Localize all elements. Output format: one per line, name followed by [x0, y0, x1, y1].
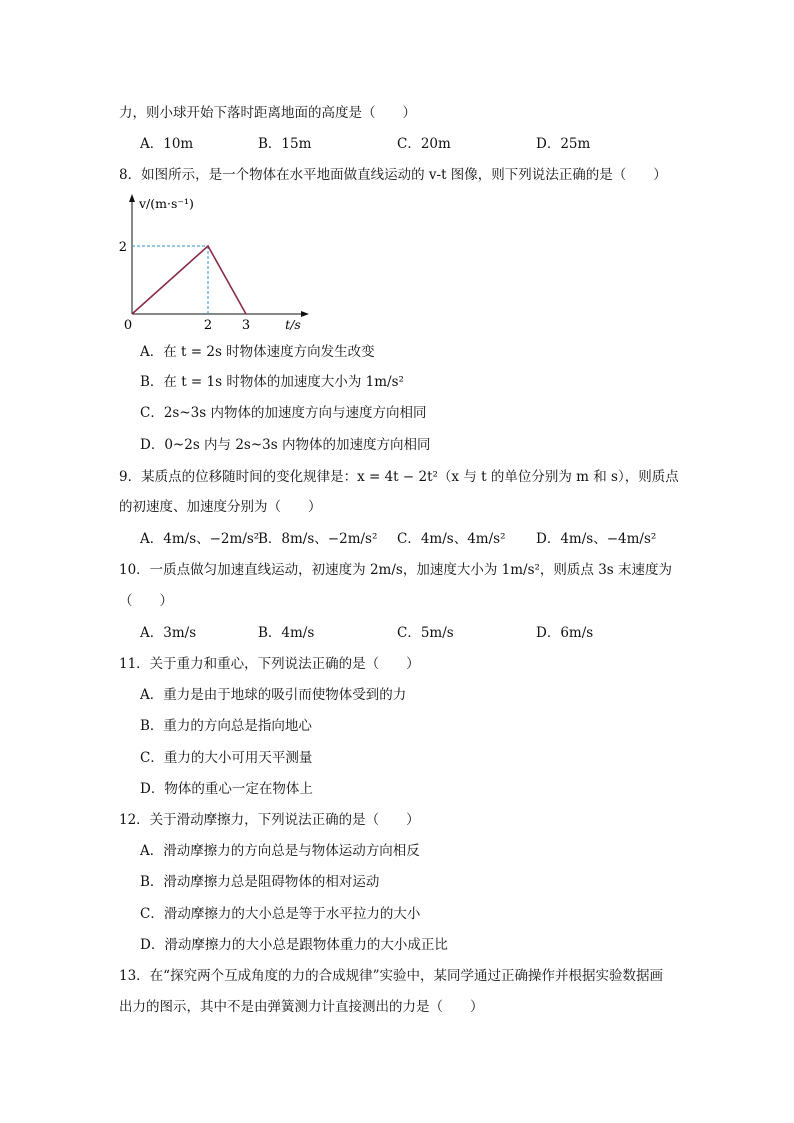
q11-stem: 11．关于重力和重心，下列说法正确的是（ ） — [119, 656, 420, 672]
q12-option-c[interactable]: C．滑动摩擦力的大小总是等于水平拉力的大小 — [140, 906, 421, 922]
x-tick-label: 3 — [241, 318, 251, 333]
q13-stem-line2: 出力的图示，其中不是由弹簧测力计直接测出的力是（ ） — [119, 999, 484, 1015]
series-line — [132, 246, 246, 314]
q7-option-c[interactable]: C．20m — [397, 136, 451, 152]
q7-options — [0, 135, 794, 153]
y-axis-label: v/(m·s⁻¹) — [139, 196, 194, 211]
q10-stem-line1: 10．一质点做匀加速直线运动，初速度为 2m/s，加速度大小为 1m/s²，则质点 3s 末速度为 — [119, 562, 673, 578]
q9-option-d[interactable]: D．4m/s、−4m/s² — [536, 531, 657, 547]
q7-option-d[interactable]: D．25m — [536, 136, 591, 152]
q9-option-c[interactable]: C．4m/s、4m/s² — [397, 531, 506, 547]
q8-option-a[interactable]: A．在 t = 2s 时物体速度方向发生改变 — [140, 344, 375, 360]
q11-option-b[interactable]: B．重力的方向总是指向地心 — [140, 718, 312, 734]
q11-option-a[interactable]: A．重力是由于地球的吸引而使物体受到的力 — [140, 687, 407, 703]
q10-option-d[interactable]: D．6m/s — [536, 625, 594, 641]
y-tick-label: 2 — [118, 240, 127, 255]
q8-option-d[interactable]: D．0~2s 内与 2s~3s 内物体的加速度方向相同 — [140, 437, 431, 453]
q10-option-b[interactable]: B．4m/s — [258, 625, 315, 641]
q9-option-b[interactable]: B．8m/s、−2m/s² — [258, 531, 378, 547]
q13-stem-line1: 13．在“探究两个互成角度的力的合成规律”实验中，某同学通过正确操作并根据实验数据画 — [119, 968, 663, 984]
q11-option-c[interactable]: C．重力的大小可用天平测量 — [140, 750, 313, 766]
q10-stem-line2: （ ） — [119, 593, 173, 609]
q10-option-c[interactable]: C．5m/s — [397, 625, 454, 641]
q11-option-d[interactable]: D．物体的重心一定在物体上 — [140, 781, 313, 797]
q12-option-d[interactable]: D．滑动摩擦力的大小总是跟物体重力的大小成正比 — [140, 937, 448, 953]
y-axis-arrow — [129, 194, 135, 202]
q8-option-b[interactable]: B．在 t = 1s 时物体的加速度大小为 1m/s² — [140, 374, 404, 390]
origin-label: 0 — [123, 318, 133, 333]
q12-option-a[interactable]: A．滑动摩擦力的方向总是与物体运动方向相反 — [140, 843, 420, 859]
q9-option-a[interactable]: A．4m/s、−2m/s² — [140, 531, 260, 547]
q9-options — [0, 530, 794, 548]
q12-option-b[interactable]: B．滑动摩擦力总是阻碍物体的相对运动 — [140, 874, 380, 890]
vt-graph — [115, 190, 315, 338]
q7-option-a[interactable]: A．10m — [140, 136, 194, 152]
x-axis-arrow — [301, 311, 309, 317]
q7-option-b[interactable]: B．15m — [258, 136, 312, 152]
q12-stem: 12．关于滑动摩擦力，下列说法正确的是（ ） — [119, 812, 420, 828]
q10-options — [0, 624, 794, 642]
x-tick-label: 2 — [203, 318, 213, 333]
q10-option-a[interactable]: A．3m/s — [140, 625, 197, 641]
q7-stem-continuation: 力，则小球开始下落时距离地面的高度是（ ） — [119, 105, 416, 121]
x-axis-label: t/s — [285, 317, 301, 332]
q9-stem-line2: 的初速度、加速度分别为（ ） — [119, 499, 322, 515]
q9-stem-line1: 9．某质点的位移随时间的变化规律是：x = 4t − 2t²（x 与 t 的单位分别为 m 和 s），则质点 — [119, 469, 679, 485]
q8-option-c[interactable]: C．2s~3s 内物体的加速度方向与速度方向相同 — [140, 405, 427, 421]
q8-stem: 8．如图所示，是一个物体在水平地面做直线运动的 v-t 图像，则下列说法正确的是（ ） — [119, 167, 667, 183]
